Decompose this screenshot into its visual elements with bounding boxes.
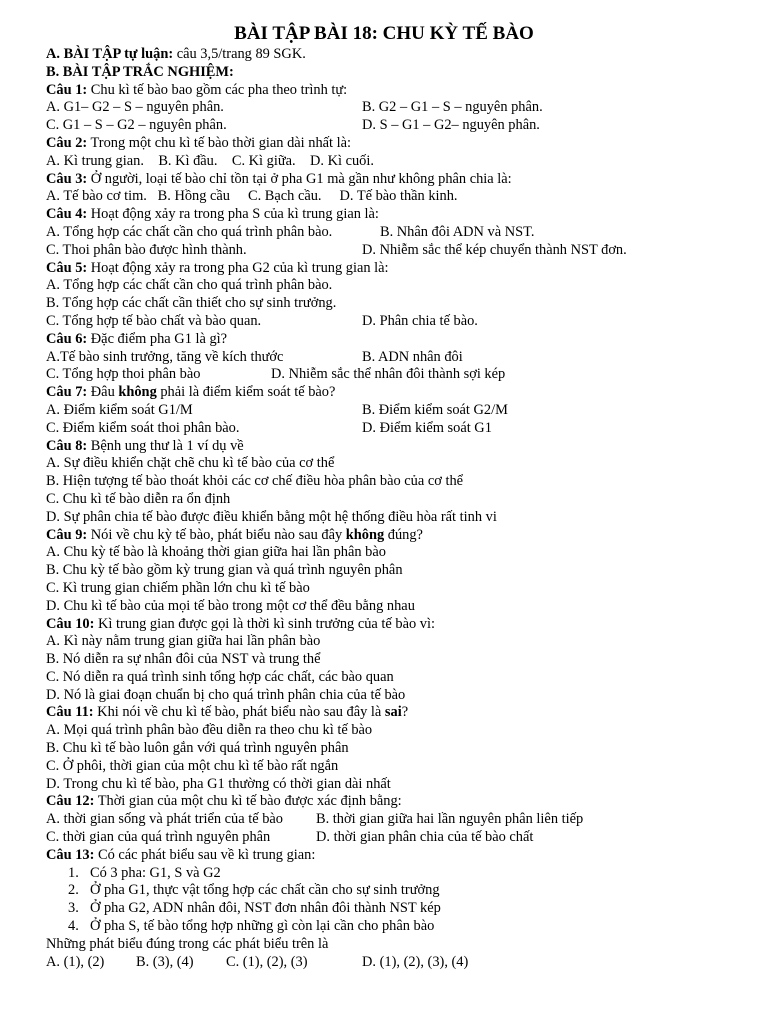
option-d: D. Nó là giai đoạn chuẩn bị cho quá trình phân chia của tế bào <box>46 686 406 703</box>
option-d: D. Điểm kiểm soát G1 <box>362 419 492 436</box>
option-row <box>46 829 746 847</box>
question-10 <box>46 616 746 634</box>
option-b: B. Nó diễn ra sự nhân đôi của NST và trung thể <box>46 651 321 668</box>
question-label: Câu 10: <box>46 615 95 632</box>
option-row <box>46 366 746 384</box>
question-label: Câu 7: <box>46 384 88 401</box>
section-b-label: B. BÀI TẬP TRẮC NGHIỆM: <box>46 63 234 80</box>
question-text-pre: Khi nói về chu kì tế bào, phát biểu nào sau đây là <box>93 704 385 721</box>
option-row <box>46 99 746 117</box>
option-a: A. Mọi quá trình phân bào đều diễn ra theo chu kì tế bào <box>46 722 373 739</box>
question-text: Hoạt động xảy ra trong pha S của kì trung gian là: <box>87 206 379 223</box>
question-11 <box>46 704 746 722</box>
option-c: C. G1 – S – G2 – nguyên phân. <box>46 117 227 134</box>
statement-number: 2. <box>68 882 79 899</box>
option-a: A. Điểm kiểm soát G1/M <box>46 401 193 418</box>
option-d: D. Sự phân chia tế bào được điều khiển bằng một hệ thống điều hòa rất tinh vi <box>46 508 497 525</box>
option-c: C. Thoi phân bào được hình thành. <box>46 241 247 258</box>
statement-item <box>46 918 746 936</box>
option-b: B. Chu kì tế bào luôn gắn với quá trình nguyên phân <box>46 740 349 757</box>
question-text: Thời gian của một chu kì tế bào được xác định bằng: <box>94 793 402 810</box>
question-4 <box>46 206 746 224</box>
question-text-post: phải là điểm kiểm soát tế bào? <box>156 384 336 401</box>
statement-text: Có 3 pha: G1, S và G2 <box>90 864 221 881</box>
option-b: B. Tổng hợp các chất cần thiết cho sự sinh trưởng. <box>46 295 337 312</box>
option-row <box>46 242 746 260</box>
question-label: Câu 12: <box>46 793 95 810</box>
question-label: Câu 1: <box>46 81 88 98</box>
question-3 <box>46 171 746 189</box>
section-a-label: A. BÀI TẬP tự luận: <box>46 46 174 62</box>
question-6 <box>46 331 746 349</box>
document-body <box>46 46 746 971</box>
option-row <box>46 349 746 367</box>
question-5 <box>46 260 746 278</box>
option-a: A. Tổng hợp các chất cần cho quá trình phân bào. <box>46 277 333 294</box>
option-a: A. Tổng hợp các chất cần cho quá trình phân bào. <box>46 223 333 240</box>
option-d: D. thời gian phân chia của tế bào chất <box>316 829 534 846</box>
statement-item <box>46 900 746 918</box>
statement-number: 1. <box>68 864 79 881</box>
option-c: C. thời gian của quá trình nguyên phân <box>46 829 271 846</box>
option-a: A. Kì này nằm trung gian giữa hai lần phân bào <box>46 633 321 650</box>
option-a: A.Tế bào sinh trưởng, tăng về kích thước <box>46 348 284 365</box>
question-label: Câu 5: <box>46 259 88 276</box>
option-c: C. Ở phôi, thời gian của một chu kì tế bào rất ngắn <box>46 757 339 774</box>
section-a <box>46 46 746 64</box>
question-1 <box>46 82 746 100</box>
option-a: A. Chu kỳ tế bào là khoảng thời gian giữa hai lần phân bào <box>46 544 386 561</box>
question-text-emphasis: không <box>345 526 385 543</box>
question-text: Có các phát biểu sau về kì trung gian: <box>94 846 316 863</box>
statement-text: Ở pha G1, thực vật tổng hợp các chất cần cho sự sinh trưởng <box>90 882 440 899</box>
question-13-prompt: Những phát biểu đúng trong các phát biểu trên là <box>46 935 329 952</box>
question-text: Đặc điểm pha G1 là gì? <box>87 330 228 347</box>
statement-text: Ở pha S, tế bào tổng hợp những gì còn lại cần cho phân bào <box>90 918 435 935</box>
option-d: D. Nhiễm sắc thể nhân đôi thành sợi kép <box>271 366 506 383</box>
option-row: A. Tế bào cơ tim. B. Hồng cầu C. Bạch cầu. D. Tế bào thần kinh. <box>46 188 458 205</box>
question-12 <box>46 793 746 811</box>
option-d: D. Chu kì tế bào của mọi tế bào trong một cơ thể đều bằng nhau <box>46 597 415 614</box>
option-d: D. Nhiễm sắc thể kép chuyển thành NST đơn. <box>362 241 627 258</box>
statement-number: 3. <box>68 900 79 917</box>
option-b: B. thời gian giữa hai lần nguyên phân liên tiếp <box>316 811 584 828</box>
statement-item <box>46 865 746 883</box>
question-text: Kì trung gian được gọi là thời kì sinh trưởng của tế bào vì: <box>94 615 435 632</box>
option-c: C. Tổng hợp thoi phân bào <box>46 366 201 383</box>
question-9 <box>46 527 746 545</box>
option-c: C. (1), (2), (3) <box>226 953 308 970</box>
question-text-pre: Nói về chu kỳ tế bào, phát biểu nào sau đây <box>87 526 346 543</box>
option-b: B. (3), (4) <box>136 953 194 970</box>
option-c: C. Chu kì tế bào diễn ra ổn định <box>46 490 231 507</box>
question-label: Câu 8: <box>46 437 88 454</box>
statement-item <box>46 882 746 900</box>
question-2 <box>46 135 746 153</box>
question-label: Câu 9: <box>46 526 88 543</box>
question-text-pre: Đâu <box>87 384 119 401</box>
question-text: Bệnh ung thư là 1 ví dụ về <box>87 437 244 454</box>
question-text-post: đúng? <box>384 526 423 543</box>
option-row <box>46 811 746 829</box>
question-label: Câu 3: <box>46 170 88 187</box>
option-b: B. Chu kỳ tế bào gồm kỳ trung gian và quá trình nguyên phân <box>46 562 403 579</box>
question-label: Câu 11: <box>46 704 94 721</box>
option-row: A. Kì trung gian. B. Kì đầu. C. Kì giữa. D. Kì cuối. <box>46 152 374 169</box>
section-a-text: câu 3,5/trang 89 SGK. <box>173 46 306 62</box>
option-a: A. Sự điều khiển chặt chẽ chu kì tế bào của cơ thể <box>46 455 335 472</box>
option-c: C. Nó diễn ra quá trình sinh tổng hợp các chất, các bào quan <box>46 668 394 685</box>
option-d: D. (1), (2), (3), (4) <box>362 953 469 970</box>
question-label: Câu 6: <box>46 330 88 347</box>
statement-number: 4. <box>68 918 79 935</box>
option-row <box>46 954 746 972</box>
question-text-emphasis: sai <box>384 704 402 721</box>
question-text: Trong một chu kì tế bào thời gian dài nhất là: <box>87 134 352 151</box>
option-a: A. (1), (2) <box>46 953 105 970</box>
option-row <box>46 313 746 331</box>
option-row <box>46 224 746 242</box>
option-b: B. ADN nhân đôi <box>362 348 463 365</box>
question-text: Chu kì tế bào bao gồm các pha theo trình tự: <box>87 81 348 98</box>
option-d: D. S – G1 – G2– nguyên phân. <box>362 117 540 134</box>
question-label: Câu 2: <box>46 134 88 151</box>
question-label: Câu 4: <box>46 206 88 223</box>
option-d: D. Trong chu kì tế bào, pha G1 thường có thời gian dài nhất <box>46 775 391 792</box>
option-b: B. G2 – G1 – S – nguyên phân. <box>362 99 543 116</box>
question-text-post: ? <box>401 704 409 721</box>
option-row <box>46 420 746 438</box>
option-row <box>46 117 746 135</box>
option-a: A. thời gian sống và phát triển của tế bào <box>46 811 283 828</box>
option-c: C. Kì trung gian chiếm phần lớn chu kì tế bào <box>46 579 310 596</box>
question-label: Câu 13: <box>46 846 95 863</box>
question-text-emphasis: không <box>118 384 157 401</box>
question-text: Hoạt động xảy ra trong pha G2 của kì trung gian là: <box>87 259 389 276</box>
option-b: B. Hiện tượng tế bào thoát khỏi các cơ chế điều hòa phân bào của cơ thể <box>46 473 464 490</box>
question-7 <box>46 384 746 402</box>
option-c: C. Tổng hợp tế bào chất và bào quan. <box>46 312 262 329</box>
page-title: BÀI TẬP BÀI 18: CHU KỲ TẾ BÀO <box>234 23 534 44</box>
question-text: Ở người, loại tế bào chỉ tồn tại ở pha G1 mà gần như không phân chia là: <box>87 170 512 187</box>
option-b: B. Điểm kiểm soát G2/M <box>362 401 508 418</box>
option-c: C. Điểm kiểm soát thoi phân bào. <box>46 419 240 436</box>
option-a: A. G1– G2 – S – nguyên phân. <box>46 99 224 116</box>
question-13 <box>46 847 746 865</box>
option-b: B. Nhân đôi ADN và NST. <box>380 223 535 240</box>
option-row <box>46 402 746 420</box>
option-d: D. Phân chia tế bào. <box>362 312 478 329</box>
question-8 <box>46 438 746 456</box>
statement-text: Ở pha G2, ADN nhân đôi, NST đơn nhân đôi thành NST kép <box>90 900 441 917</box>
